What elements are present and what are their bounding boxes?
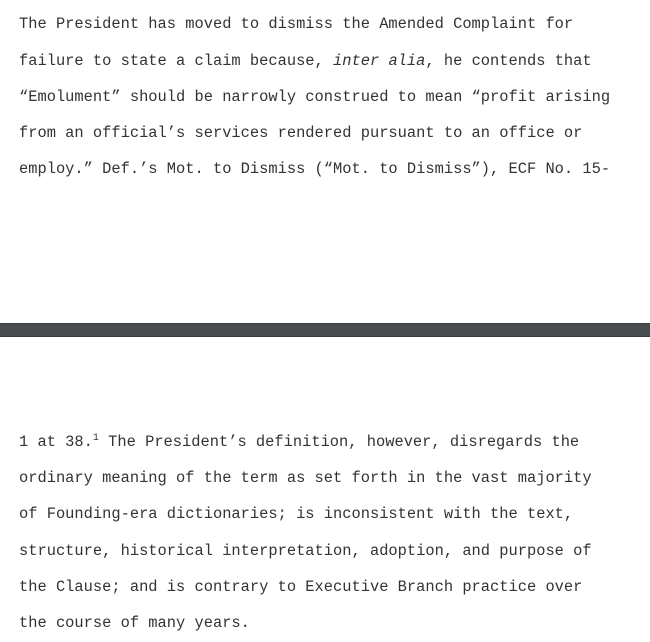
text-segment: 1 at 38. — [19, 433, 93, 451]
text-line — [19, 51, 592, 71]
text-line: employ.” Def.’s Mot. to Dismiss (“Mot. to Dismiss”), ECF No. 15- — [19, 160, 611, 178]
italic-phrase: inter alia — [333, 52, 426, 70]
footnote-marker[interactable]: 1 — [92, 433, 99, 444]
page-break-divider — [0, 323, 650, 337]
text-line: ordinary meaning of the term as set forth in the vast majority — [19, 469, 592, 487]
text-line — [19, 432, 579, 452]
text-line: “Emolument” should be narrowly construed to mean “profit arising — [19, 88, 611, 106]
text-line: the Clause; and is contrary to Executive Branch practice over — [19, 578, 583, 596]
text-segment: , he contends that — [425, 52, 592, 70]
page-bottom — [0, 337, 650, 642]
text-line: from an official’s services rendered pursuant to an office or — [19, 124, 583, 142]
text-line: of Founding-era dictionaries; is inconsistent with the text, — [19, 505, 574, 523]
text-line: the course of many years. — [19, 614, 250, 632]
text-segment: The President’s definition, however, disregards the — [98, 433, 580, 451]
text-segment: failure to state a claim because, — [19, 52, 334, 70]
text-line: The President has moved to dismiss the Amended Complaint for — [19, 15, 574, 33]
text-line: structure, historical interpretation, adoption, and purpose of — [19, 542, 592, 560]
